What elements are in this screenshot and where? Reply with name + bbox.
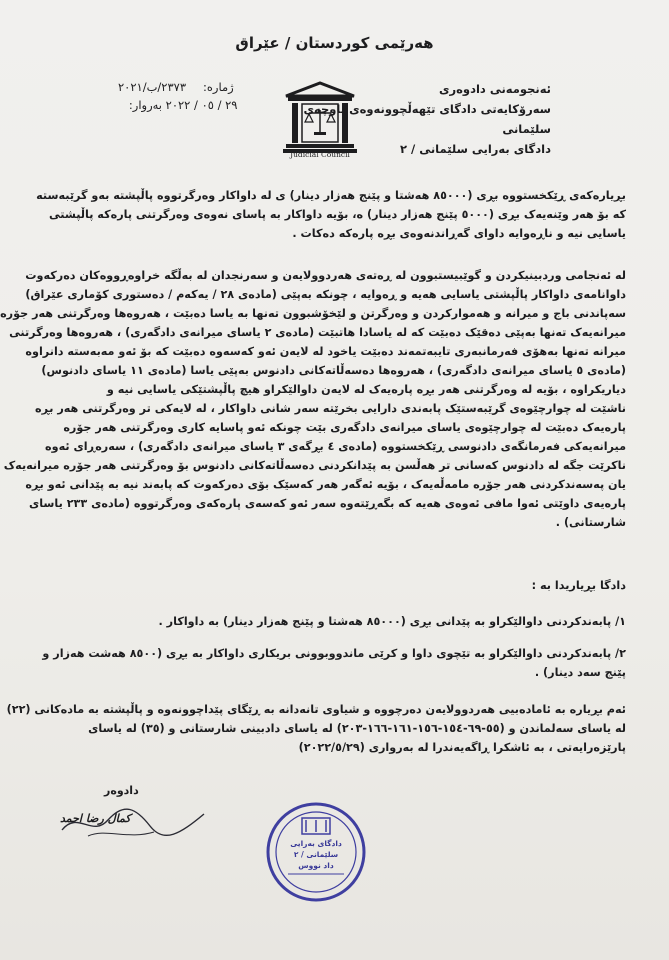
court-line-2: سەرۆکایەتی دادگای تێهەڵچوونەوەی ناوچەی (303, 102, 551, 116)
page-title: هەرێمی کوردستان / عێراق (235, 34, 434, 52)
text-line: پێنج سەد دینار) . (534, 666, 626, 679)
text-line: ئەم بڕیارە بە ئامادەبیی هەردوولایەن دەرچووە و شیاوی تانەدانە بە ڕێگای پێداچوونەوە و پاڵپشتە بە مادەکانی (٢٢) (6, 703, 626, 716)
judge-title: دادوەر (104, 784, 139, 797)
document-date (118, 98, 237, 112)
text-line: ناشێت لە چوارچێوەی گرێبەستێک پابەندی دارایی بخرێتە سەر شانی داواکار ، لە لایەکی تر وەرگرتنی هەر بڕە (35, 402, 626, 415)
number-value: ٢٣٧٣/ب/٢٠٢١ (118, 80, 187, 94)
text-line: سەپاندنی باج و میرانە و هەموارکردن و وەرگرتن و لێخۆشبوون تەنها بە یاسا دەبێت ، هەروەها وەرگرتنی هەر جۆرە (0, 307, 626, 320)
text-line: دیاریکراوە ، بۆیە لە وەرگرتنی هەر بڕە پارەیەک لە لایەن داوالێکراو هیچ پاڵپشتێکی یاسایی نیە و (106, 383, 626, 396)
text-line: کە بۆ هەر وێنەیەک بڕی (٥٠٠٠ پێنج هەزار دینار) ە، بۆیە داواکار بە پاسای نەوەی وەرگرتنی پارەکە پاڵپشتی (48, 208, 626, 221)
stamp-line-1: دادگای بەرایی سلێمانی / ٢ (290, 839, 342, 859)
stamp-text (274, 838, 358, 871)
logo-caption: Judicial Council (290, 150, 350, 159)
text-line: لە یاسای سەلماندن و (٥٥-٦٩-١٥٤-١٥٦-١٦١-١٦٦-٢٠٣) لە یاسای دادبینی شارستانی و (٣٥) لە یاسای (88, 722, 626, 735)
court-line-1: ئەنجومەنی دادوەری (438, 82, 551, 96)
text-line: یان پەسەندکردنی هەر جۆرە مامەڵەیەک ، بۆیە ئەگەر هەر کەسێک بۆی دەرکەوت کە پابەند نیە بە پێدانی ئەو بڕە (25, 478, 626, 491)
text-line: پارەیەک دەبێت لە چوارچێوەی یاسای میرانەی دادگەری بێت چونکە ئەو پاسایە کاری وەرگرتنی هەر جۆرە (63, 421, 626, 434)
text-line: دادگا بڕیاریدا بە : (531, 579, 626, 592)
court-line-3: سلێمانی (502, 122, 551, 136)
text-line: (مادەی ٥ یاسای میرانەی دادگەری) ، هەروەها دەسەڵاتەکانی دادنوس بەپێی یاسا (مادەی ١١ یاسای دادنوس) (41, 364, 626, 377)
intro-paragraph (36, 186, 626, 243)
date-label: بەروار: (128, 98, 162, 112)
text-line: شارستانی) . (555, 516, 626, 529)
text-line: ١/ پابەندکردنی داوالێکراو بە پێدانی بڕی (٨٥٠٠٠ هەشتا و پێنج هەزار دینار) بە داواکار . (158, 615, 626, 628)
text-line: میرانەیەکی فەرمانگەی دادنوسی ڕێکخستووە (مادەی ٤ بڕگەی ٣ یاسای میرانەی دادگەری) ، سەرەڕای ئەوە (45, 440, 626, 453)
decision-item-2 (42, 644, 626, 682)
date-value: ٢٩ / ٠٥ / ٢٠٢٢ (165, 98, 238, 112)
text-line: ناکرێت جگە لە دادنوس کەسانی تر هەڵسن بە پێدانکردنی دەسەڵاتەکانی دادنوس بۆ وەرگرتنی هەر جۆرە میرانەیەک (3, 459, 626, 472)
stamp-line-2: داد نووس (298, 861, 334, 870)
decision-item-1 (46, 612, 626, 631)
court-line-4: دادگای بەرایی سلێمانی / ٢ (399, 142, 551, 156)
reasoning-paragraph (0, 266, 626, 532)
document-number (118, 80, 234, 94)
closing-paragraph (6, 700, 626, 757)
text-line: میرانە تەنها بەهۆی فەرمانبەری تایبەتمەند دەبێت یاخود لە لایەن ئەو کەسەوە دەبێت کە بۆ ئەو مەبەستە دانراوە (25, 345, 626, 358)
judge-name: کمال رضا احمد (60, 812, 131, 825)
text-line: داوانامەی داواکار پاڵپشتی یاسایی هەیە و ڕەوایە ، چونکە بەپێی (مادەی ٢٨ / یەکەم / دەستوری کۆماری عێراق) (25, 288, 626, 301)
text-line: پارەیەی داوێتی ئەوا مافی ئەوەی هەیە کە بگەڕێتەوە سەر ئەو کەسەی پارەکەی وەرگرتووە (مادەی ٢٣٣ یاسای (28, 497, 626, 510)
number-label: ژمارە: (203, 80, 234, 94)
text-line: میرانەیەک تەنها بەپێی دەقێک دەبێت کە لە یاسادا هاتبێت (مادەی ٢ یاسای میرانەی دادگەری) ، هەروەها وەرگرتنی (9, 326, 626, 339)
text-line: پارێزەرایەتی ، بە ئاشکرا ڕاگەیەندرا لە بەرواری (٢٠٢٢/٥/٢٩) (298, 741, 626, 754)
text-line: بڕیارەکەی ڕێکخستووە بڕی (٨٥٠٠٠ هەشتا و پێنج هەزار دینار) ی لە داواکار وەرگرتووە پاڵپشتە بەو گرێبەستە (36, 189, 626, 202)
decision-heading (46, 576, 626, 595)
signature-scribble-icon (58, 800, 208, 844)
text-line: ٢/ پابەندکردنی داوالێکراو بە تێچوی داوا و کرێی ماندووبوونی بریکاری داواکار بە بڕی (٨٥٠٠ هەشت هەزار و (42, 647, 626, 660)
text-line: یاسایی نیە و ناڕەوایە داوای گەڕاندنەوەی بڕە پارەکە دەکات . (292, 227, 626, 240)
text-line: لە ئەنجامی وردبینیکردن و گوێبیستبوون لە ڕەتەی هەردوولایەن و سەرنجدان لە بەڵگە خراوەڕووەکان دەرکەوت (25, 269, 626, 282)
